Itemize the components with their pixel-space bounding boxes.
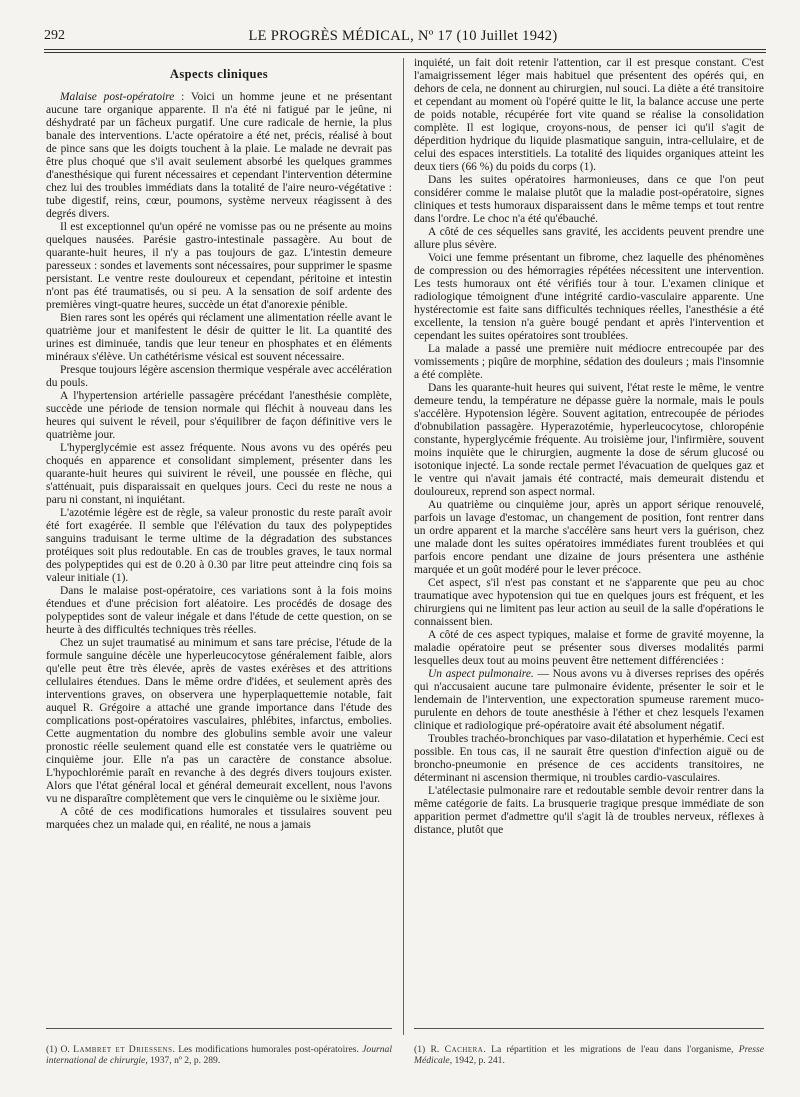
page-header bbox=[44, 28, 762, 46]
paragraph: A côté de ces modifications humorales et tissulaires souvent peu marquées chez un malade qui, en réalité, ne nous a jamais bbox=[46, 806, 392, 831]
footnote-journal: Journal international de chirurgie bbox=[46, 1044, 393, 1066]
footnote-citation: , 1937, nº 2, p. 289. bbox=[145, 1055, 221, 1066]
paragraph: L'atélectasie pulmonaire rare et redoutable semble devoir rentrer dans la même catégorie de faits. La brusquerie tragique presque immédiate de son apparition permet d'admettre qu'il s'agit là de troubles nerveux, réflexes à distance, plutôt que bbox=[414, 785, 764, 836]
paragraph: inquiété, un fait doit retenir l'attention, car il est presque constant. C'est l'amaigrissement léger mais habituel que présentent des opérés qui, en dehors de cela, ne donnent au chirurgien, nul souci. La diète a été transitoire et cependant au moment où l'opéré quitte le lit, la balance accuse une perte de poids notable, récupérée fort vite quand se réalise la consolidation complète. Il est logique, croyons-nous, de penser ici qu'il s'agit de déperdition hydrique du liquide plasmatique sanguin, intra-cellulaire, et de celui des espaces interstitiels. La totalité des liquides organiques atteint les deux tiers (66 %) du poids du corps (1). bbox=[414, 57, 764, 173]
paragraph: Troubles trachéo-bronchiques par vaso-dilatation et hyperhémie. Ceci est possible. En tous cas, il ne saurait être question d'infection aiguë ou de broncho-pneumonie en présence de ces accidents transitoires, ne déterminant ni ascension thermique, ni troubles cardio-vasculaires. bbox=[414, 733, 764, 784]
paragraph-text: : Voici un homme jeune et ne présentant aucune tare organique apparente. Il n'a été ni fatigué par le jeûne, ni déshydraté par un fâcheux purgatif. Une cure radicale de hernie, la plus banale des interventions. L'acte opératoire a été net, précis, réalisé à bout de pince sans que les doigts touchent à la plaie. Le malade ne devrait pas être plus choqué que s'il avait seulement absorbé les quelques grammes d'anesthésique qui furent nécessaires et cependant l'intervention détermine chez lui des troubles immédiats dans la totalité de l'aire neuro-végétative : tube digestif, reins, cœur, poumons, système nerveux réagissent à des degrés divers. bbox=[46, 91, 392, 220]
paragraph-text: — Nous avons vu à diverses reprises des opérés qui n'accusaient aucune tare pulmonaire évidente, présenter le soir et le lendemain de l'intervention, une expectoration spumeuse rarement muco-purulente en dehors de toute anesthésie à l'éther et chez lesquels l'examen clinique et radiologique pré-opératoire avait été absolument négatif. bbox=[414, 668, 764, 732]
paragraph: Dans les quarante-huit heures qui suivent, l'état reste le même, le ventre demeure tendu, la température ne dépasse guère la normale, mais le pouls s'accélère. Hypotension légère. Souvent agitation, entrecoupée de périodes d'obnubilation passagère. Hyperazotémie, hyperleucocytose, chloropénie constante, hyperglycémie fréquente. Au troisième jour, l'infirmière, souvent moins inquiète que le chirurgien, augmente la dose de sérum glucosé ou isotonique injecté. La sonde rectale permet l'évacuation de quelques gaz et le ventre qui n'avait jamais été contracté, mais demeurait distendu et douloureux, reprend son aspect normal. bbox=[414, 382, 764, 498]
paragraph: L'azotémie légère est de règle, sa valeur pronostic du reste paraît avoir été fort exagérée. Il semble que l'élévation du taux des polypeptides sanguins traduisant le terme ultime de la dégradation des substances protéiques soit plus redoutable. En cas de troubles graves, le taux normal des polypeptides qui est de 0.20 à 0.30 par litre peut atteindre cinq fois sa valeur initiale (1). bbox=[46, 507, 392, 584]
paragraph: La malade a passé une première nuit médiocre entrecoupée par des vomissements ; piqûre de morphine, sédation des douleurs ; mais l'insomnie a été complète. bbox=[414, 343, 764, 381]
footnote-rule-left bbox=[46, 1028, 392, 1029]
left-column bbox=[46, 60, 392, 832]
paragraph-lead: Malaise post-opératoire bbox=[60, 91, 175, 103]
paragraph: Dans le malaise post-opératoire, ces variations sont à la fois moins étendues et d'une précision fort aléatoire. Les procédés de dosage des polypeptides sont de valeur inégale et dans l'étude de cette question, on se heurte à des difficultés techniques très réelles. bbox=[46, 585, 392, 636]
paragraph: Presque toujours légère ascension thermique vespérale avec accélération du pouls. bbox=[46, 364, 392, 389]
column-divider bbox=[403, 58, 404, 1035]
footnote-journal: Presse Médicale bbox=[414, 1044, 765, 1066]
footnote-right bbox=[414, 1044, 764, 1066]
header-rule-bottom bbox=[44, 52, 766, 53]
paragraph: A côté de ces aspect typiques, malaise et forme de gravité moyenne, la maladie opératoire peut se présenter sous diverses modalités parmi lesquelles deux tout au moins peuvent être nettement différenciées : bbox=[414, 629, 764, 667]
paragraph: Dans les suites opératoires harmonieuses, dans ce que l'on peut considérer comme le malaise plutôt que la maladie post-opératoire, signes cliniques et tests humoraux disparaissent dans le même temps et tout rentre dans l'ordre. Le choc n'a été qu'ébauché. bbox=[414, 174, 764, 225]
running-title: LE PROGRÈS MÉDICAL, Nº 17 (10 Juillet 1942) bbox=[248, 28, 558, 44]
footnote-authors: Cachera bbox=[444, 1044, 484, 1055]
footnote-rule-right bbox=[414, 1028, 764, 1029]
paragraph: Bien rares sont les opérés qui réclament une alimentation réelle avant le quatrième jour et manifestent le désir de quitter le lit. La quantité des urines est diminuée, tandis que leur teneur en phosphates et en éléments minéraux s'élève. Un cathétérisme vésical est souvent nécessaire. bbox=[46, 312, 392, 363]
footnote-marker: (1) R. bbox=[414, 1044, 445, 1055]
paragraph: Voici une femme présentant un fibrome, chez laquelle des phénomènes de compression ou des hémorragies répétées nécessitent une intervention. Les tests humoraux ont été vérifiés tour à tour. L'examen clinique et radiologique témoignent d'une intégrité cardio-vasculaire apparente. Une hystérectomie est faite sans difficultés techniques réelles, l'anesthésie a été excellente, la tension n'a guère bougé pendant et après l'intervention et cependant les suites opératoires sont troublées. bbox=[414, 252, 764, 342]
paragraph-lead: Un aspect pulmonaire. bbox=[428, 668, 534, 680]
footnote-title: . Les modifications humorales post-opératoires. bbox=[172, 1044, 363, 1055]
footnote-authors: Lambret et Driessens bbox=[73, 1044, 173, 1055]
section-title: Aspects cliniques bbox=[169, 67, 269, 81]
paragraph: L'hyperglycémie est assez fréquente. Nous avons vu des opérés peu choqués en apparence et consolidant simplement, présenter dans les quarante-huit heures qui suivirent le réveil, une poussée en flèche, qui s'atténuait, puis disparaissait en quelques jours. Ceci du reste ne nous a paru ni constant, ni inquiétant. bbox=[46, 442, 392, 506]
footnote-left bbox=[46, 1044, 392, 1066]
paragraph: Chez un sujet traumatisé au minimum et sans tare précise, l'étude de la formule sanguine décèle une hyperleucocytose généralement faible, alors qu'elle peut être très élevée, après de vastes exérèses et des attritions cellulaires étendues. Dans le même ordre d'idées, et seulement après des interventions graves, on observera une hyperplaquettemie notable, fait auquel R. Grégoire a attaché une grande importance dans l'étude des complications post-opératoires vasculaires, phlébites, infarctus, embolies. Cette augmentation du nombre des globulins semble avoir une valeur pronostic réelle seulement quand elle est constatée vers le quatrième ou cinquième jour. Elle n'a pas un caractère de constance absolue. L'hypochlorémie paraît en revanche à des degrés divers toujours exister. Alors que l'état général local et général demeurait excellent, nous l'avons vu ne disparaître complètement que vers le cinquième ou le sixième jour. bbox=[46, 637, 392, 805]
footnote-title: . La répartition et les migrations de l'eau dans l'organisme, bbox=[483, 1044, 739, 1055]
paragraph: Cet aspect, s'il n'est pas constant et ne s'apparente que peu au choc traumatique avec hypotension qui tue en quelques jours est fréquent, et les chirurgiens qui ne limitent pas leur action au seuil de la salle d'opérations le connaissent bien. bbox=[414, 577, 764, 628]
paragraph: Il est exceptionnel qu'un opéré ne vomisse pas ou ne présente au moins quelques nausées. Parésie gastro-intestinale passagère. Au bout de quarante-huit heures, il n'y a pas toujours de gaz. L'intestin demeure paresseux : sondes et lavements sont nécessaires, pour supprimer le spasme persistant. Le ventre reste douloureux et cependant, péritoine et intestin n'ont pas été traumatisés, ou si peu. A la sensation de soif ardente des premières vingt-quatre heures, succède un état d'anorexie pénible. bbox=[46, 221, 392, 311]
paragraph bbox=[46, 91, 392, 221]
header-rule-top bbox=[44, 49, 766, 50]
footnote-marker: (1) O. bbox=[46, 1044, 74, 1055]
paragraph: A l'hypertension artérielle passagère précédant l'anesthésie complète, succède une période de tension normale qui fléchit à nouveau dans les heures qui suivent le réveil, pour s'équilibrer de façon définitive vers le quatrième jour. bbox=[46, 390, 392, 441]
paragraph bbox=[414, 668, 764, 733]
page-number: 292 bbox=[44, 28, 65, 43]
right-column bbox=[414, 57, 764, 837]
footnote-citation: , 1942, p. 241. bbox=[449, 1055, 505, 1066]
paragraph: A côté de ces séquelles sans gravité, les accidents peuvent prendre une allure plus sévère. bbox=[414, 226, 764, 251]
paragraph: Au quatrième ou cinquième jour, après un apport sérique renouvelé, parfois un lavage d'estomac, un changement de position, font rentrer dans un ordre apparent et la marche s'accélère sans heurt vers la guérison, chez une malade dont les suites opératoires immédiates furent troublées et qui parfois encore pendant une dizaine de jours présentera une asthénie marquée et un goût modéré pour le lever précoce. bbox=[414, 499, 764, 576]
